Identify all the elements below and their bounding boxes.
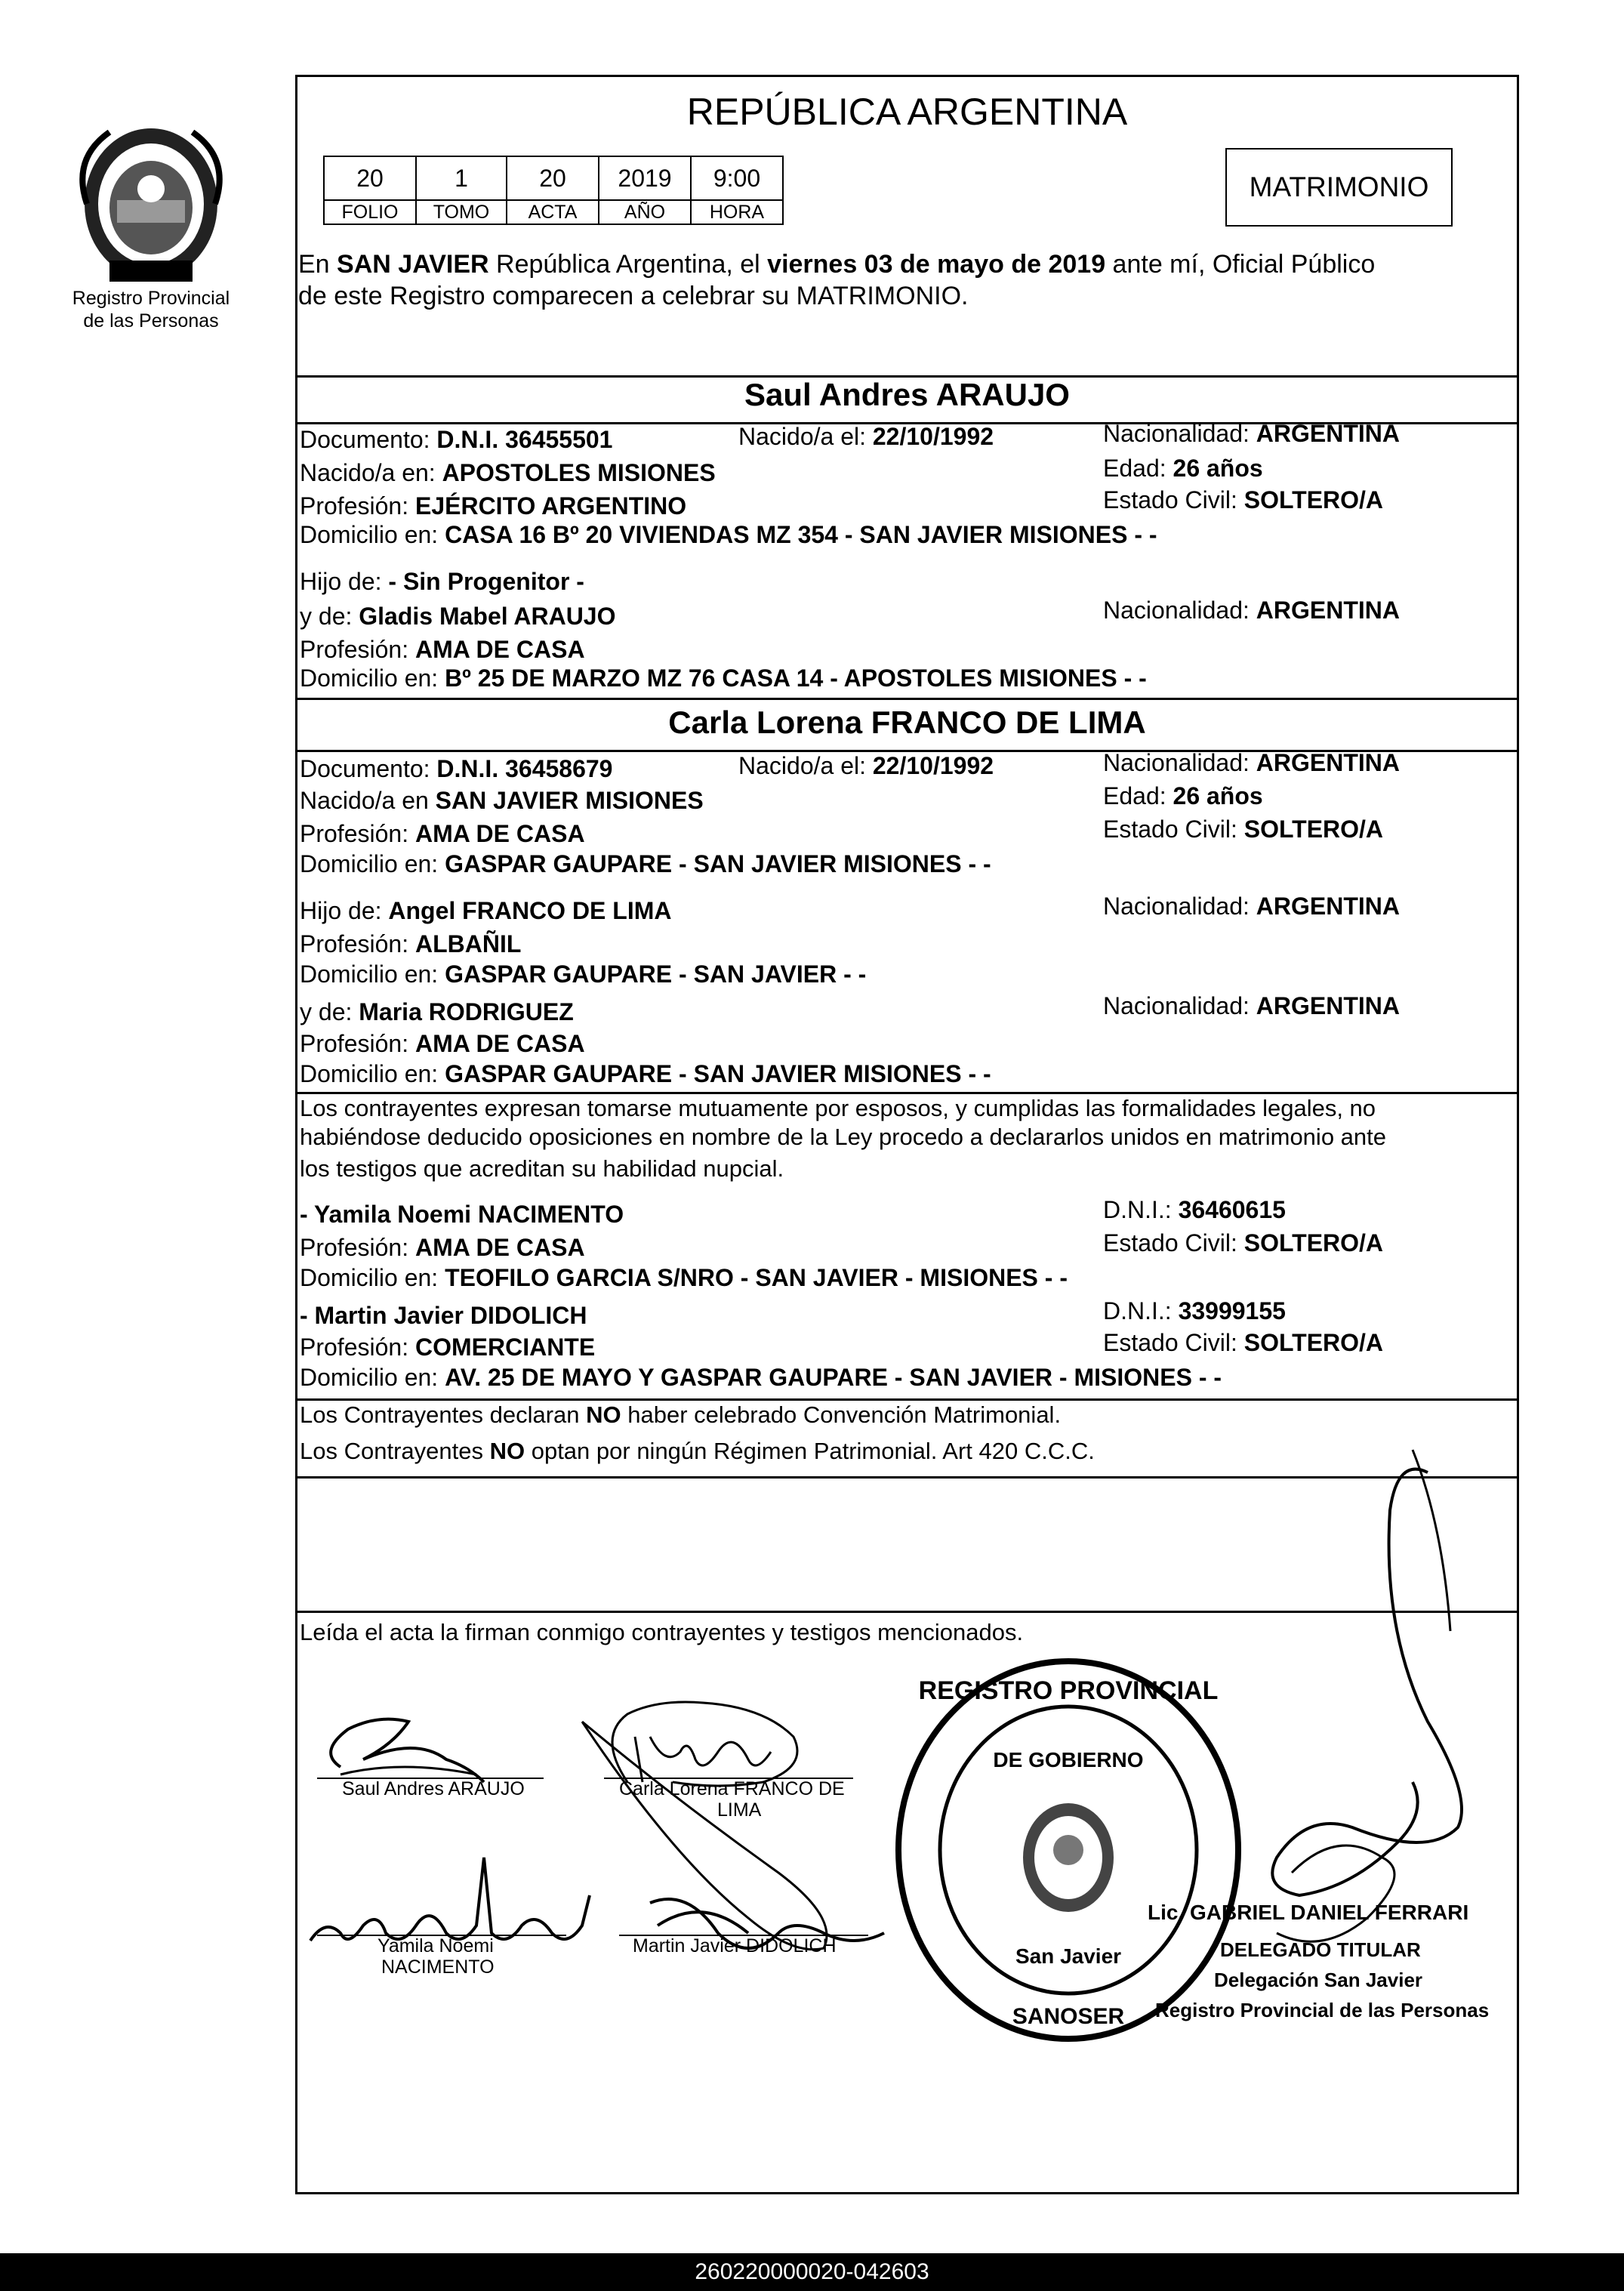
spouse1-name: Saul Andres ARAUJO — [744, 377, 1070, 412]
folio-caption: FOLIO — [324, 200, 416, 224]
acta-caption: ACTA — [507, 200, 599, 224]
spouse2-profesion: Profesión: AMA DE CASA — [300, 820, 585, 847]
registry-logo — [72, 113, 230, 287]
svg-text:SANOSER: SANOSER — [1012, 2004, 1125, 2029]
spouse2-name: Carla Lorena FRANCO DE LIMA — [668, 705, 1146, 740]
regime-line1: Los Contrayentes declaran NO haber celebrado Convención Matrimonial. — [300, 1401, 1062, 1428]
hora-caption: HORA — [691, 200, 783, 224]
signature-caption-spouse1: Saul Andres ARAUJO — [342, 1778, 525, 1799]
svg-text:REGISTRO PROVINCIAL: REGISTRO PROVINCIAL — [918, 1676, 1219, 1705]
spouse2-mother-profesion: Profesión: AMA DE CASA — [300, 1030, 585, 1057]
divider — [295, 698, 1519, 700]
spouse2-nacido-en: Nacido/a en SAN JAVIER MISIONES — [300, 787, 704, 814]
spouse1-domicilio: Domicilio en: CASA 16 Bº 20 VIVIENDAS MZ 354 - SAN JAVIER MISIONES - - — [300, 521, 1157, 548]
spouse2-nacionalidad: Nacionalidad: ARGENTINA — [1103, 749, 1401, 776]
official-org: Registro Provincial de las Personas — [1155, 1999, 1490, 2021]
spouse2-mother-nacionalidad: Nacionalidad: ARGENTINA — [1103, 992, 1401, 1019]
spouse1-mother-profesion: Profesión: AMA DE CASA — [300, 636, 585, 663]
declaration-line1: Los contrayentes expresan tomarse mutuamente por esposos, y cumplidas las formalidades legales, no — [300, 1095, 1376, 1121]
folio-value: 20 — [324, 156, 416, 200]
closing-statement: Leída el acta la firman conmigo contrayentes y testigos mencionados. — [300, 1619, 1024, 1645]
anio-caption: AÑO — [599, 200, 691, 224]
spouse2-domicilio: Domicilio en: GASPAR GAUPARE - SAN JAVIER MISIONES - - — [300, 850, 991, 877]
acta-value: 20 — [507, 156, 599, 200]
official-seal — [891, 1654, 1246, 2046]
intro-date: viernes 03 de mayo de 2019 — [767, 250, 1106, 279]
intro-text: En — [298, 250, 337, 279]
official-seal-stamp-icon — [891, 1654, 1246, 2046]
spouse1-mother: y de: Gladis Mabel ARAUJO — [300, 603, 616, 630]
logo-caption-line2: de las Personas — [83, 310, 219, 331]
official-role: DELEGADO TITULAR — [1220, 1938, 1421, 1961]
signature-caption-spouse2-line2: LIMA — [717, 1799, 762, 1821]
intro-place: SAN JAVIER — [337, 250, 489, 279]
witness2-dni: D.N.I.: 33999155 — [1103, 1297, 1286, 1324]
signature-caption-witness1-line2: NACIMENTO — [381, 1956, 495, 1978]
spouse1-documento: Documento: D.N.I. 36455501 — [300, 426, 613, 453]
intro-text: República Argentina, el — [488, 250, 768, 279]
spouse2-father-nacionalidad: Nacionalidad: ARGENTINA — [1103, 893, 1401, 920]
spouse2-mother: y de: Maria RODRIGUEZ — [300, 998, 574, 1025]
witness1-dni: D.N.I.: 36460615 — [1103, 1196, 1286, 1223]
spouse2-nacido-el: Nacido/a el: 22/10/1992 — [738, 752, 994, 779]
svg-text:San Javier: San Javier — [1015, 1944, 1122, 1968]
spouse1-mother-nacionalidad: Nacionalidad: ARGENTINA — [1103, 597, 1401, 624]
signature-caption-witness2: Martin Javier DIDOLICH — [633, 1935, 837, 1956]
declaration-line3: los testigos que acreditan su habilidad nupcial. — [300, 1155, 784, 1182]
intro-text: ante mí, Oficial Público — [1105, 250, 1376, 279]
declaration-line2: habiéndose deducido oposiciones en nombre de la Ley procedo a declararlos unidos en matrimonio ante — [300, 1124, 1387, 1150]
hora-value: 9:00 — [691, 156, 783, 200]
witness2-estado-civil: Estado Civil: SOLTERO/A — [1103, 1329, 1384, 1356]
provincial-seal-logo-icon — [72, 113, 230, 287]
spouse1-edad: Edad: 26 años — [1103, 455, 1263, 482]
spouse2-estado-civil: Estado Civil: SOLTERO/A — [1103, 816, 1384, 843]
intro-line1 — [298, 249, 1375, 279]
spouse1-nacido-en: Nacido/a en: APOSTOLES MISIONES — [300, 459, 716, 486]
witness1-name: - Yamila Noemi NACIMENTO — [300, 1201, 624, 1228]
witness2-profesion: Profesión: COMERCIANTE — [300, 1334, 596, 1361]
official-name: Lic. GABRIEL DANIEL FERRARI — [1148, 1901, 1469, 1924]
act-type-badge: MATRIMONIO — [1225, 148, 1453, 227]
signature-caption-witness1: Yamila Noemi — [377, 1935, 494, 1956]
spouse1-father: Hijo de: - Sin Progenitor - — [300, 568, 584, 595]
witness2-domicilio: Domicilio en: AV. 25 DE MAYO Y GASPAR GAUPARE - SAN JAVIER - MISIONES - - — [300, 1364, 1222, 1391]
witness1-estado-civil: Estado Civil: SOLTERO/A — [1103, 1229, 1384, 1257]
spouse1-profesion: Profesión: EJÉRCITO ARGENTINO — [300, 492, 687, 520]
footer-code-bar: 260220000020-042603 — [0, 2253, 1624, 2291]
spouse2-mother-domicilio: Domicilio en: GASPAR GAUPARE - SAN JAVIER MISIONES - - — [300, 1060, 991, 1087]
registry-table — [323, 156, 784, 225]
signature-caption-spouse2: Carla Lorena FRANCO DE — [619, 1778, 845, 1799]
logo-caption-line1: Registro Provincial — [72, 288, 230, 309]
spouse2-father: Hijo de: Angel FRANCO DE LIMA — [300, 897, 672, 924]
intro-line2: de este Registro comparecen a celebrar su MATRIMONIO. — [298, 282, 969, 310]
official-office: Delegación San Javier — [1214, 1969, 1423, 1991]
svg-text:DE GOBIERNO: DE GOBIERNO — [993, 1748, 1144, 1771]
spouse2-father-profesion: Profesión: ALBAÑIL — [300, 930, 522, 957]
witness1-profesion: Profesión: AMA DE CASA — [300, 1234, 585, 1261]
spouse1-estado-civil: Estado Civil: SOLTERO/A — [1103, 486, 1384, 513]
witness2-name: - Martin Javier DIDOLICH — [300, 1302, 587, 1329]
anio-value: 2019 — [599, 156, 691, 200]
spouse1-nacido-el: Nacido/a el: 22/10/1992 — [738, 423, 994, 450]
spouse1-nacionalidad: Nacionalidad: ARGENTINA — [1103, 420, 1401, 447]
spouse2-father-domicilio: Domicilio en: GASPAR GAUPARE - SAN JAVIER - - — [300, 960, 867, 988]
spouse1-mother-domicilio: Domicilio en: Bº 25 DE MARZO MZ 76 CASA 14 - APOSTOLES MISIONES - - — [300, 664, 1147, 692]
tomo-caption: TOMO — [416, 200, 507, 224]
tomo-value: 1 — [416, 156, 507, 200]
document-title: REPÚBLICA ARGENTINA — [686, 91, 1128, 133]
witness1-domicilio: Domicilio en: TEOFILO GARCIA S/NRO - SAN JAVIER - MISIONES - - — [300, 1264, 1068, 1291]
spouse2-edad: Edad: 26 años — [1103, 782, 1263, 809]
regime-line2: Los Contrayentes NO optan por ningún Régimen Patrimonial. Art 420 C.C.C. — [300, 1438, 1095, 1464]
spouse2-documento: Documento: D.N.I. 36458679 — [300, 755, 613, 782]
